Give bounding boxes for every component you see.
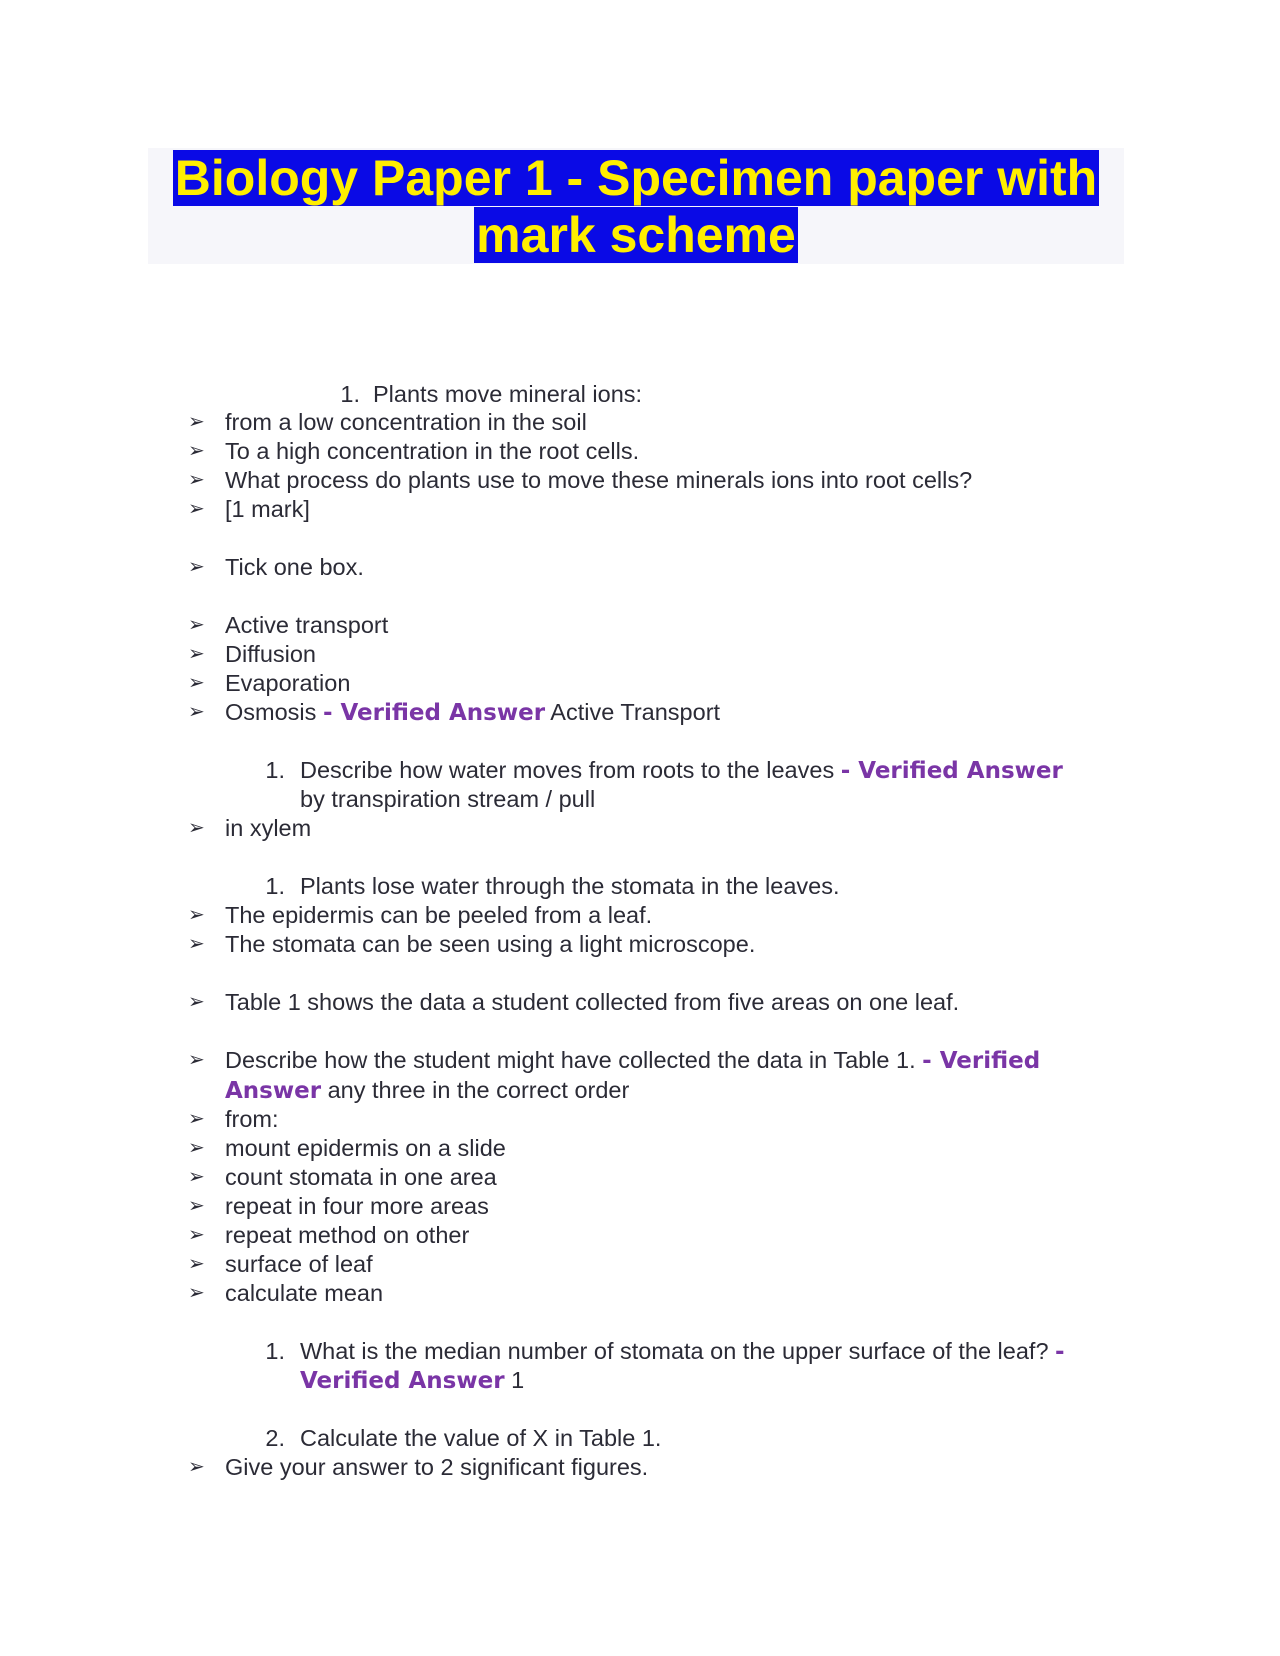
list-item-text: repeat in four more areas <box>225 1193 489 1219</box>
list-item-text: [1 mark] <box>225 496 310 522</box>
arrowhead-bullet-icon: ➢ <box>188 498 205 520</box>
question-text <box>300 1337 1065 1367</box>
arrowhead-bullet-icon: ➢ <box>188 1282 205 1304</box>
list-item-text: Table 1 shows the data a student collected from five areas on one leaf. <box>225 989 960 1015</box>
arrowhead-bullet-icon: ➢ <box>188 1137 205 1159</box>
answer-line <box>225 1076 629 1106</box>
arrowhead-bullet-icon: ➢ <box>188 817 205 839</box>
arrowhead-bullet-icon: ➢ <box>188 1049 205 1071</box>
verified-answer-label: - Verified Answer <box>840 758 1063 784</box>
list-item-text: mount epidermis on a slide <box>225 1135 506 1161</box>
option-text: Osmosis <box>225 699 317 725</box>
arrowhead-bullet-icon: ➢ <box>188 991 205 1013</box>
question-number: 2. <box>265 1425 285 1451</box>
list-item-text: calculate mean <box>225 1280 384 1306</box>
list-item-text: surface of leaf <box>225 1251 373 1277</box>
question-text: Calculate the value of X in Table 1. <box>300 1425 662 1451</box>
verified-answer-label: - Verified Answer <box>322 700 546 726</box>
list-item-text: Tick one box. <box>225 554 364 580</box>
arrowhead-bullet-icon: ➢ <box>188 411 205 433</box>
list-item-text <box>225 1046 1040 1076</box>
title-line-2: mark scheme <box>476 207 796 263</box>
question-text: Plants move mineral ions: <box>373 381 643 407</box>
question-text: Plants lose water through the stomata in the leaves. <box>300 873 840 899</box>
question-number: 1. <box>265 757 285 783</box>
list-item-text: repeat method on other <box>225 1222 470 1248</box>
arrowhead-bullet-icon: ➢ <box>188 933 205 955</box>
arrowhead-bullet-icon: ➢ <box>188 556 205 578</box>
arrowhead-bullet-icon: ➢ <box>188 1253 205 1275</box>
list-item-text: in xylem <box>225 815 312 841</box>
question-number: 1. <box>265 873 285 899</box>
list-item-text <box>225 698 720 728</box>
list-item-text: The stomata can be seen using a light microscope. <box>225 931 756 957</box>
list-item-text: To a high concentration in the root cells. <box>225 438 640 464</box>
arrowhead-bullet-icon: ➢ <box>188 469 205 491</box>
question-number: 1. <box>340 381 360 407</box>
list-item-text: Active transport <box>225 612 389 638</box>
arrowhead-bullet-icon: ➢ <box>188 1224 205 1246</box>
list-item-text: Evaporation <box>225 670 351 696</box>
answer-line <box>300 1366 524 1396</box>
answer-text: 1 <box>511 1367 525 1393</box>
arrowhead-bullet-icon: ➢ <box>188 1108 205 1130</box>
answer-text: Active Transport <box>550 699 721 725</box>
arrowhead-bullet-icon: ➢ <box>188 440 205 462</box>
arrowhead-bullet-icon: ➢ <box>188 1195 205 1217</box>
list-item-text: count stomata in one area <box>225 1164 497 1190</box>
question-number: 1. <box>265 1338 285 1364</box>
list-item-text: What process do plants use to move these minerals ions into root cells? <box>225 467 973 493</box>
list-item-text: from: <box>225 1106 279 1132</box>
document-title <box>148 150 1124 264</box>
list-item-text: from a low concentration in the soil <box>225 409 587 435</box>
arrowhead-bullet-icon: ➢ <box>188 701 205 723</box>
answer-text: any three in the correct order <box>327 1077 630 1103</box>
arrowhead-bullet-icon: ➢ <box>188 1456 205 1478</box>
arrowhead-bullet-icon: ➢ <box>188 672 205 694</box>
list-item-text: Diffusion <box>225 641 317 667</box>
verified-answer-label: - <box>1055 1339 1065 1365</box>
answer-line: by transpiration stream / pull <box>300 786 596 812</box>
question-body: Describe how the student might have collected the data in Table 1. <box>225 1047 916 1073</box>
verified-answer-label-cont: Answer <box>225 1078 322 1104</box>
arrowhead-bullet-icon: ➢ <box>188 614 205 636</box>
arrowhead-bullet-icon: ➢ <box>188 1166 205 1188</box>
list-item-text: The epidermis can be peeled from a leaf. <box>225 902 653 928</box>
list-item-text: Give your answer to 2 significant figures. <box>225 1454 649 1480</box>
question-body: Describe how water moves from roots to the leaves <box>300 757 835 783</box>
arrowhead-bullet-icon: ➢ <box>188 643 205 665</box>
verified-answer-label: - Verified <box>922 1048 1041 1074</box>
arrowhead-bullet-icon: ➢ <box>188 904 205 926</box>
question-body: What is the median number of stomata on the upper surface of the leaf? <box>300 1338 1049 1364</box>
question-text <box>300 756 1063 786</box>
verified-answer-label-cont: Verified Answer <box>300 1368 505 1394</box>
title-line-1: Biology Paper 1 - Specimen paper with <box>174 150 1098 206</box>
